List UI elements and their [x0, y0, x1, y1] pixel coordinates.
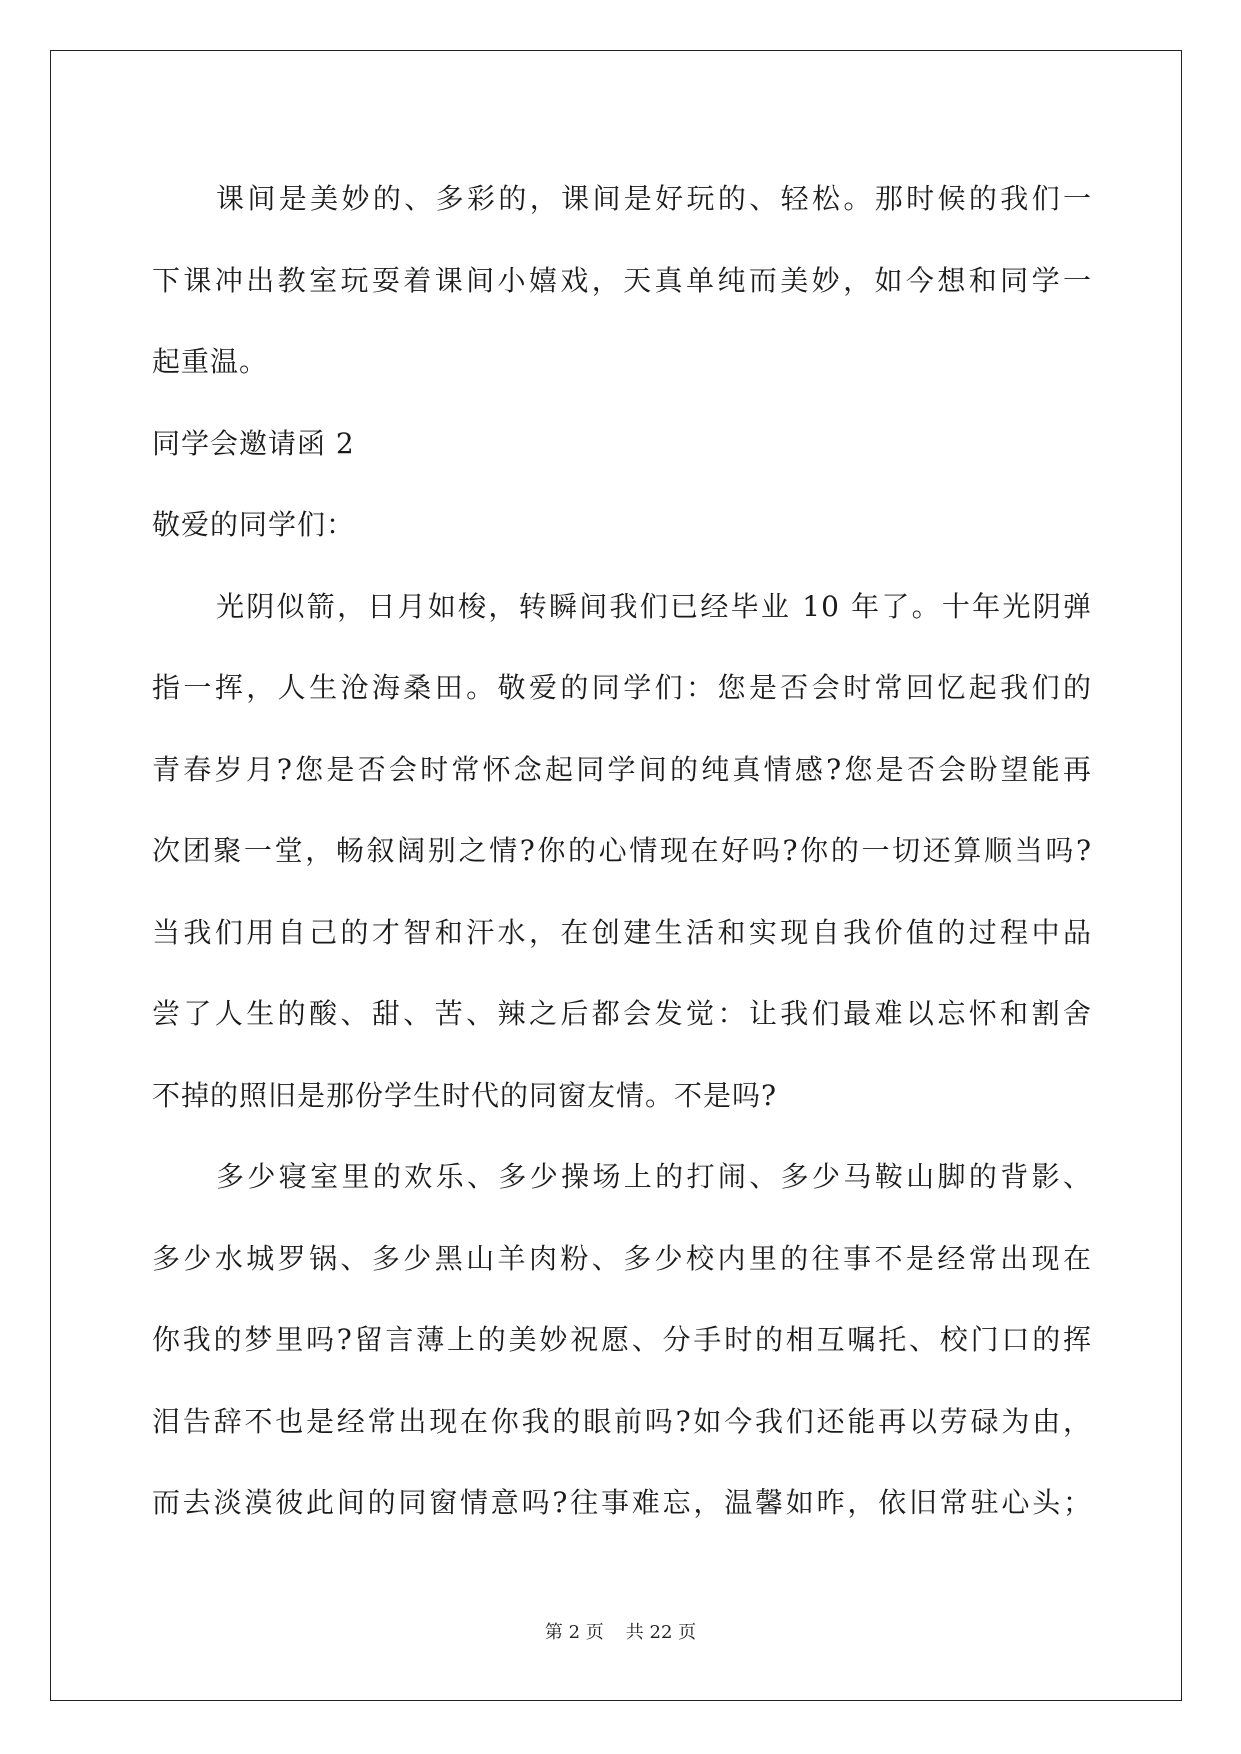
paragraph-line: 你我的梦里吗?留言薄上的美妙祝愿、分手时的相互嘱托、校门口的挥 [152, 1323, 1092, 1356]
paragraph-line: 而去淡漠彼此间的同窗情意吗?往事难忘，温馨如昨，依旧常驻心头； [152, 1486, 1092, 1519]
page-number-total: 共 22 页 [625, 1622, 697, 1643]
paragraph-line: 光阴似箭，日月如梭，转瞬间我们已经毕业 10 年了。十年光阴弹 [216, 589, 1092, 623]
salutation: 敬爱的同学们： [152, 508, 356, 541]
paragraph-line: 起重温。 [152, 345, 269, 378]
paragraph-line: 指一挥，人生沧海桑田。敬爱的同学们：您是否会时常回忆起我们的 [152, 671, 1092, 704]
paragraph-line: 泪告辞不也是经常出现在你我的眼前吗?如今我们还能再以劳碌为由， [152, 1404, 1092, 1438]
paragraph-line: 课间是美妙的、多彩的，课间是好玩的、轻松。那时候的我们一 [216, 182, 1092, 215]
section-heading: 同学会邀请函 2 [152, 426, 355, 460]
paragraph-line: 多少寝室里的欢乐、多少操场上的打闹、多少马鞍山脚的背影、 [216, 1160, 1092, 1193]
page-number-current: 第 2 页 [544, 1622, 604, 1643]
paragraph-line: 尝了人生的酸、甜、苦、辣之后都会发觉：让我们最难以忘怀和割舍 [152, 997, 1092, 1030]
page-footer [0, 1618, 1241, 1644]
paragraph-line: 下课冲出教室玩耍着课间小嬉戏，天真单纯而美妙，如今想和同学一 [152, 263, 1092, 297]
paragraph-line: 多少水城罗锅、多少黑山羊肉粉、多少校内里的往事不是经常出现在 [152, 1241, 1092, 1275]
paragraph-line: 当我们用自己的才智和汗水，在创建生活和实现自我价值的过程中品 [152, 915, 1092, 949]
paragraph-line: 不掉的照旧是那份学生时代的同窗友情。不是吗? [152, 1078, 778, 1112]
paragraph-line: 青春岁月?您是否会时常怀念起同学间的纯真情感?您是否会盼望能再 [152, 752, 1092, 786]
document-body [152, 158, 1092, 1544]
paragraph-line: 次团聚一堂，畅叙阔别之情?你的心情现在好吗?你的一切还算顺当吗? [152, 834, 1092, 867]
